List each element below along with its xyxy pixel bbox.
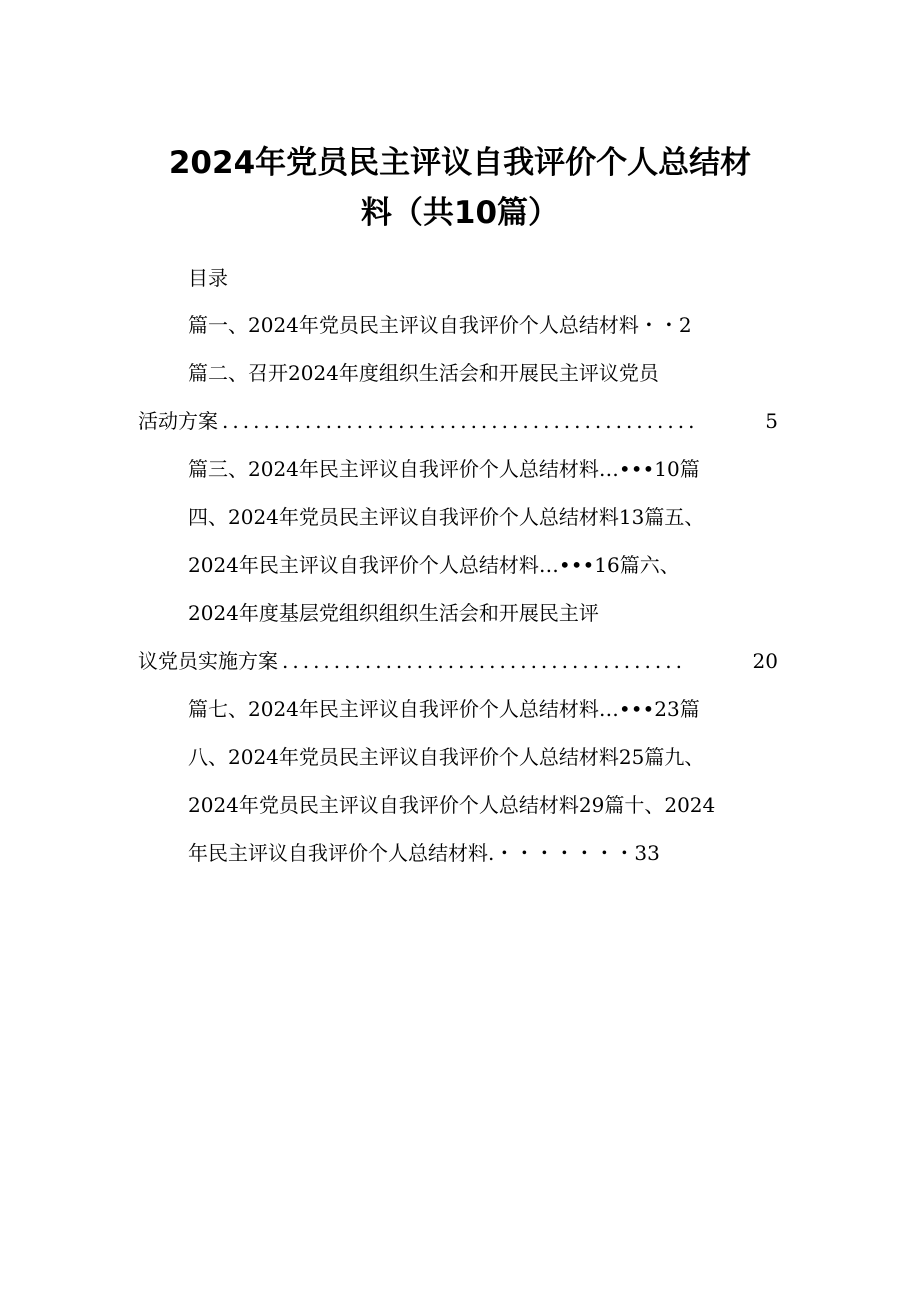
toc-line: 2024年民主评议自我评价个人总结材料…•••16篇六、 — [188, 553, 680, 577]
toc-line: 2024年党员民主评议自我评价个人总结材料29篇十、2024 — [188, 793, 716, 817]
toc-line-with-leader — [138, 645, 778, 677]
toc-line: 2024年度基层党组织组织生活会和开展民主评 — [188, 601, 599, 625]
toc-line: 年民主评议自我评价个人总结材料.・・・・・・・33 — [188, 841, 660, 865]
toc-line: 八、2024年党员民主评议自我评价个人总结材料25篇九、 — [188, 745, 705, 769]
document-title-line-2: 料（共10篇） — [360, 195, 560, 231]
dot-leader: .............................................. — [222, 409, 699, 433]
document-title-line-1: 2024年党员民主评议自我评价个人总结材 — [168, 145, 752, 181]
toc-line-with-leader — [138, 405, 778, 437]
toc-entry-text: 活动方案 — [138, 409, 218, 433]
dot-leader: ....................................... — [282, 649, 686, 673]
toc-line: 篇三、2024年民主评议自我评价个人总结材料…•••10篇 — [188, 457, 700, 481]
toc-page-number: 20 — [752, 649, 778, 673]
toc-line: 四、2024年党员民主评议自我评价个人总结材料13篇五、 — [188, 505, 705, 529]
toc-page-number: 5 — [765, 409, 778, 433]
toc-line: 篇二、召开2024年度组织生活会和开展民主评议党员 — [188, 361, 659, 385]
toc-heading: 目录 — [188, 266, 228, 290]
toc-entry-text: 议党员实施方案 — [138, 649, 278, 673]
toc-line: 篇一、2024年党员民主评议自我评价个人总结材料・・2 — [188, 313, 692, 337]
toc-line: 篇七、2024年民主评议自我评价个人总结材料…•••23篇 — [188, 697, 700, 721]
